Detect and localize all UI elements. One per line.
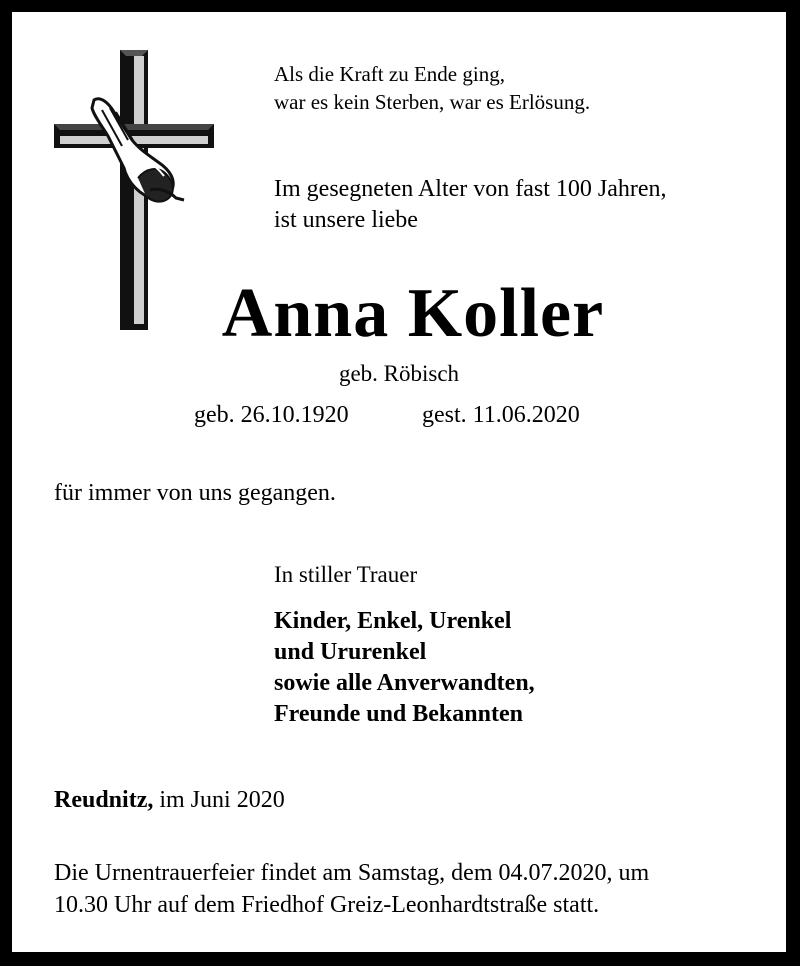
quote-line: Als die Kraft zu Ende ging, (274, 62, 505, 86)
place-date (54, 785, 285, 815)
intro-line: ist unsere liebe (274, 207, 418, 233)
mourners-line: Freunde und Bekannten (274, 701, 523, 727)
mourners-line: sowie alle Anverwandten, (274, 670, 535, 696)
place-month: im Juni 2020 (159, 787, 285, 813)
notice-line: 10.30 Uhr auf dem Friedhof Greiz-Leonhardtstraße statt. (54, 892, 600, 918)
funeral-notice (54, 857, 649, 921)
obituary-notice (12, 12, 786, 952)
mourners-line: und Ururenkel (274, 639, 427, 665)
notice-line: Die Urnentrauerfeier findet am Samstag, dem 04.07.2020, um (54, 860, 650, 886)
birth-date: geb. 26.10.1920 (194, 402, 349, 428)
maiden-name: geb. Röbisch (338, 361, 460, 386)
place-city: Reudnitz, (54, 787, 154, 813)
mourners-list (274, 606, 535, 730)
intro-text (274, 174, 667, 236)
quote (274, 60, 590, 116)
intro-line: Im gesegneten Alter von fast 100 Jahren, (274, 176, 667, 202)
closing-text: für immer von uns gegangen. (54, 480, 336, 506)
quote-line: war es kein Sterben, war es Erlösung. (274, 90, 591, 114)
mourning-heading: In stiller Trauer (274, 562, 418, 587)
deceased-name: Anna Koller (221, 275, 605, 352)
mourners-line: Kinder, Enkel, Urenkel (274, 608, 512, 634)
death-date: gest. 11.06.2020 (422, 402, 580, 428)
